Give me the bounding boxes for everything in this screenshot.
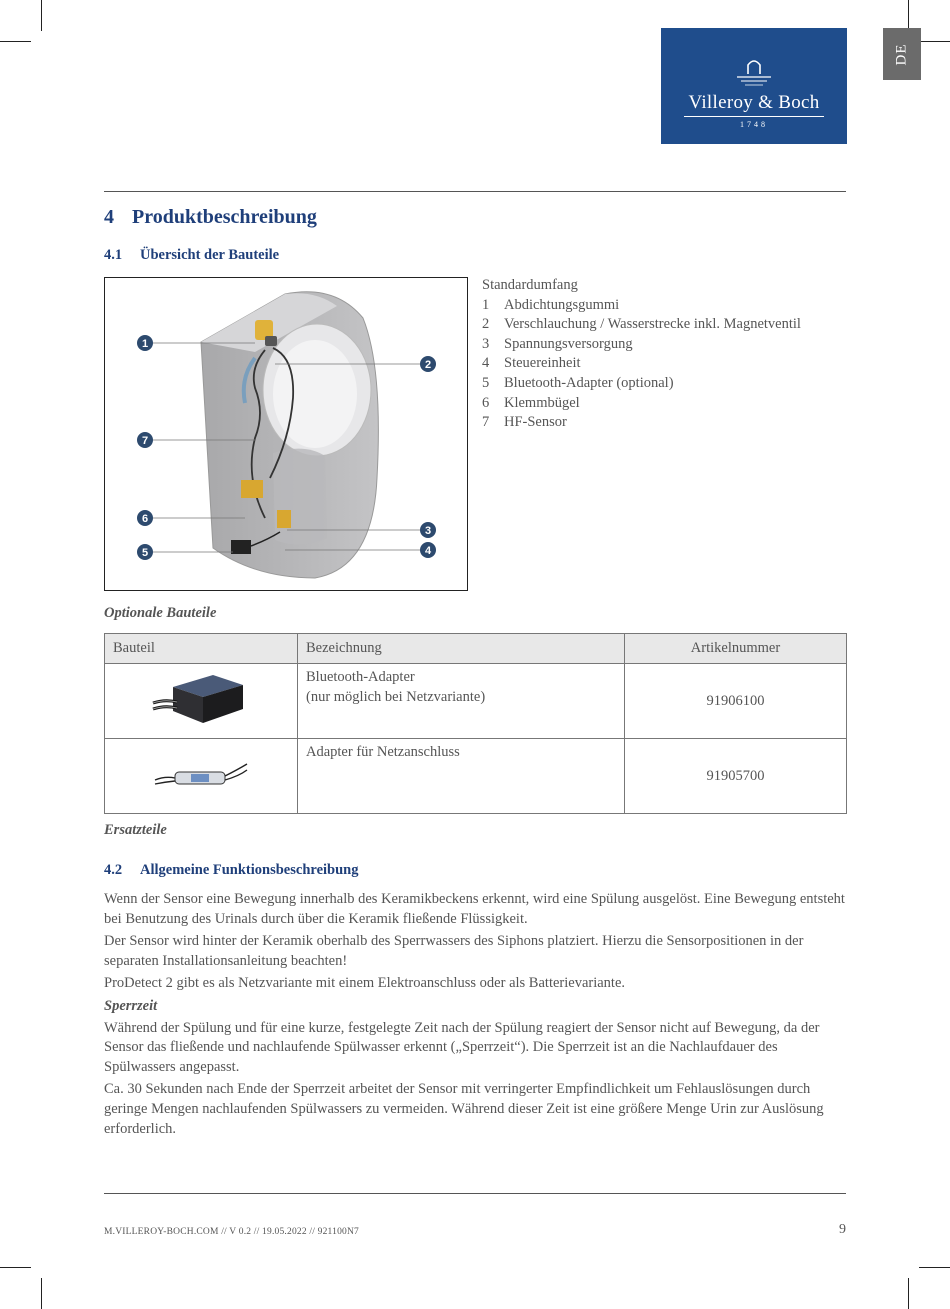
subsection-number: 4.1	[104, 247, 123, 263]
callout-2	[420, 356, 436, 372]
table-row	[105, 739, 847, 814]
part-image-cell	[105, 739, 298, 814]
page-number: 9	[839, 1222, 846, 1237]
paragraph: Während der Spülung und für eine kurze, festgelegte Zeit nach der Spülung reagiert der Sensor nicht auf Bewegung, da der Sensor das fließende und nachlaufende Spülwasser erkennt („Sperrzeit“). Die Sperrzeit ist an die Nachlaufdauer des Spülwassers angepasst.	[104, 1019, 820, 1075]
list-item: 5 Bluetooth-Adapter (optional)	[482, 374, 674, 391]
part-image-cell	[105, 664, 298, 739]
column-header-article: Artikelnummer	[625, 634, 847, 664]
list-item: 4 Steuereinheit	[482, 355, 581, 372]
power-adapter-cable-icon	[151, 754, 251, 794]
part-name: Bluetooth-Adapter	[306, 669, 415, 685]
svg-text:5: 5	[141, 547, 149, 559]
table-row	[105, 664, 847, 739]
crop-mark	[0, 1267, 31, 1268]
table-header-row	[105, 634, 847, 664]
brand-name: Villeroy & Boch	[688, 92, 820, 113]
brand-mark-icon	[661, 54, 847, 90]
callout-7	[137, 432, 153, 448]
section-number: 4	[104, 206, 114, 228]
svg-text:2: 2	[424, 359, 432, 371]
top-rule	[104, 191, 846, 192]
crop-mark	[41, 0, 42, 31]
optional-parts-table	[104, 633, 847, 814]
part-name: Adapter für Netzanschluss	[306, 744, 460, 760]
crop-mark	[908, 1278, 909, 1309]
bottom-rule	[104, 1193, 846, 1194]
svg-text:4: 4	[424, 545, 432, 557]
paragraph: Der Sensor wird hinter der Keramik oberhalb des Sperrwassers des Siphons platziert. Hierzu die Sensorpositionen in der separaten Installationsanleitung beachten!	[104, 933, 804, 969]
crop-mark	[41, 1278, 42, 1309]
callout-5	[137, 544, 153, 560]
crop-mark	[908, 0, 909, 31]
list-item: 7 HF-Sensor	[482, 414, 567, 431]
paragraph: Ca. 30 Sekunden nach Ende der Sperrzeit arbeitet der Sensor mit verringerter Empfindlichkeit um Fehlauslösungen durch geringe Mengen nachlaufenden Spülwassers zu vermeiden. Während dieser Zeit ist eine größere Menge Urin zur Auslösung erforderlich.	[104, 1081, 824, 1137]
section-heading	[104, 206, 317, 229]
subsection-number: 4.2	[104, 862, 123, 878]
optional-parts-heading: Optionale Bauteile	[104, 605, 217, 621]
svg-text:6: 6	[141, 513, 149, 525]
language-tab: DE	[883, 28, 921, 80]
spare-parts-heading: Ersatzteile	[104, 822, 167, 838]
paragraph: Wenn der Sensor eine Bewegung innerhalb des Keramikbeckens erkennt, wird eine Spülung ausgelöst. Eine Bewegung entsteht bei Benutzung des Urinals durch über die Keramik fließende Flüssigkeit.	[104, 891, 845, 927]
article-number: 91905700	[625, 739, 847, 814]
list-item: 1 Abdichtungsgummi	[482, 296, 620, 313]
paragraph: ProDetect 2 gibt es als Netzvariante mit einem Elektroanschluss oder als Batterievariante.	[104, 975, 626, 992]
subsection-title: Allgemeine Funktionsbeschreibung	[140, 862, 359, 878]
callout-3	[420, 522, 436, 538]
svg-text:7: 7	[141, 435, 149, 447]
standard-scope-list	[482, 296, 801, 433]
components-illustration	[104, 277, 468, 591]
urinal-drawing	[105, 278, 467, 590]
svg-text:3: 3	[424, 525, 432, 537]
subsection-title: Übersicht der Bauteile	[140, 247, 280, 263]
footer-meta: M.VILLEROY-BOCH.COM // V 0.2 // 19.05.2022 // 921100N7	[104, 1227, 359, 1237]
subsection-heading-overview	[104, 247, 279, 264]
callout-6	[137, 510, 153, 526]
crop-mark	[919, 41, 950, 42]
subsection-heading-function	[104, 862, 358, 879]
list-item: 3 Spannungsversorgung	[482, 335, 633, 352]
callout-4	[420, 542, 436, 558]
crop-mark	[919, 1267, 950, 1268]
brand-logo	[661, 28, 847, 144]
svg-text:1: 1	[141, 338, 149, 350]
list-item: 6 Klemmbügel	[482, 394, 580, 411]
standard-scope	[482, 276, 801, 433]
part-description-cell	[298, 664, 625, 739]
bluetooth-adapter-icon	[151, 669, 251, 729]
column-header-designation: Bezeichnung	[298, 634, 625, 664]
crop-mark	[0, 41, 31, 42]
section-title: Produktbeschreibung	[132, 206, 317, 228]
brand-underline	[684, 116, 824, 117]
callout-1	[137, 335, 153, 351]
function-description	[104, 890, 846, 1142]
column-header-part: Bauteil	[105, 634, 298, 664]
sperrzeit-heading: Sperrzeit	[104, 997, 158, 1014]
brand-year: 1748	[740, 120, 768, 129]
part-description-cell	[298, 739, 625, 814]
part-note: (nur möglich bei Netzvariante)	[306, 689, 486, 705]
list-item: 2 Verschlauchung / Wasserstrecke inkl. Magnetventil	[482, 316, 801, 333]
standard-scope-heading: Standardumfang	[482, 277, 578, 293]
article-number: 91906100	[625, 664, 847, 739]
